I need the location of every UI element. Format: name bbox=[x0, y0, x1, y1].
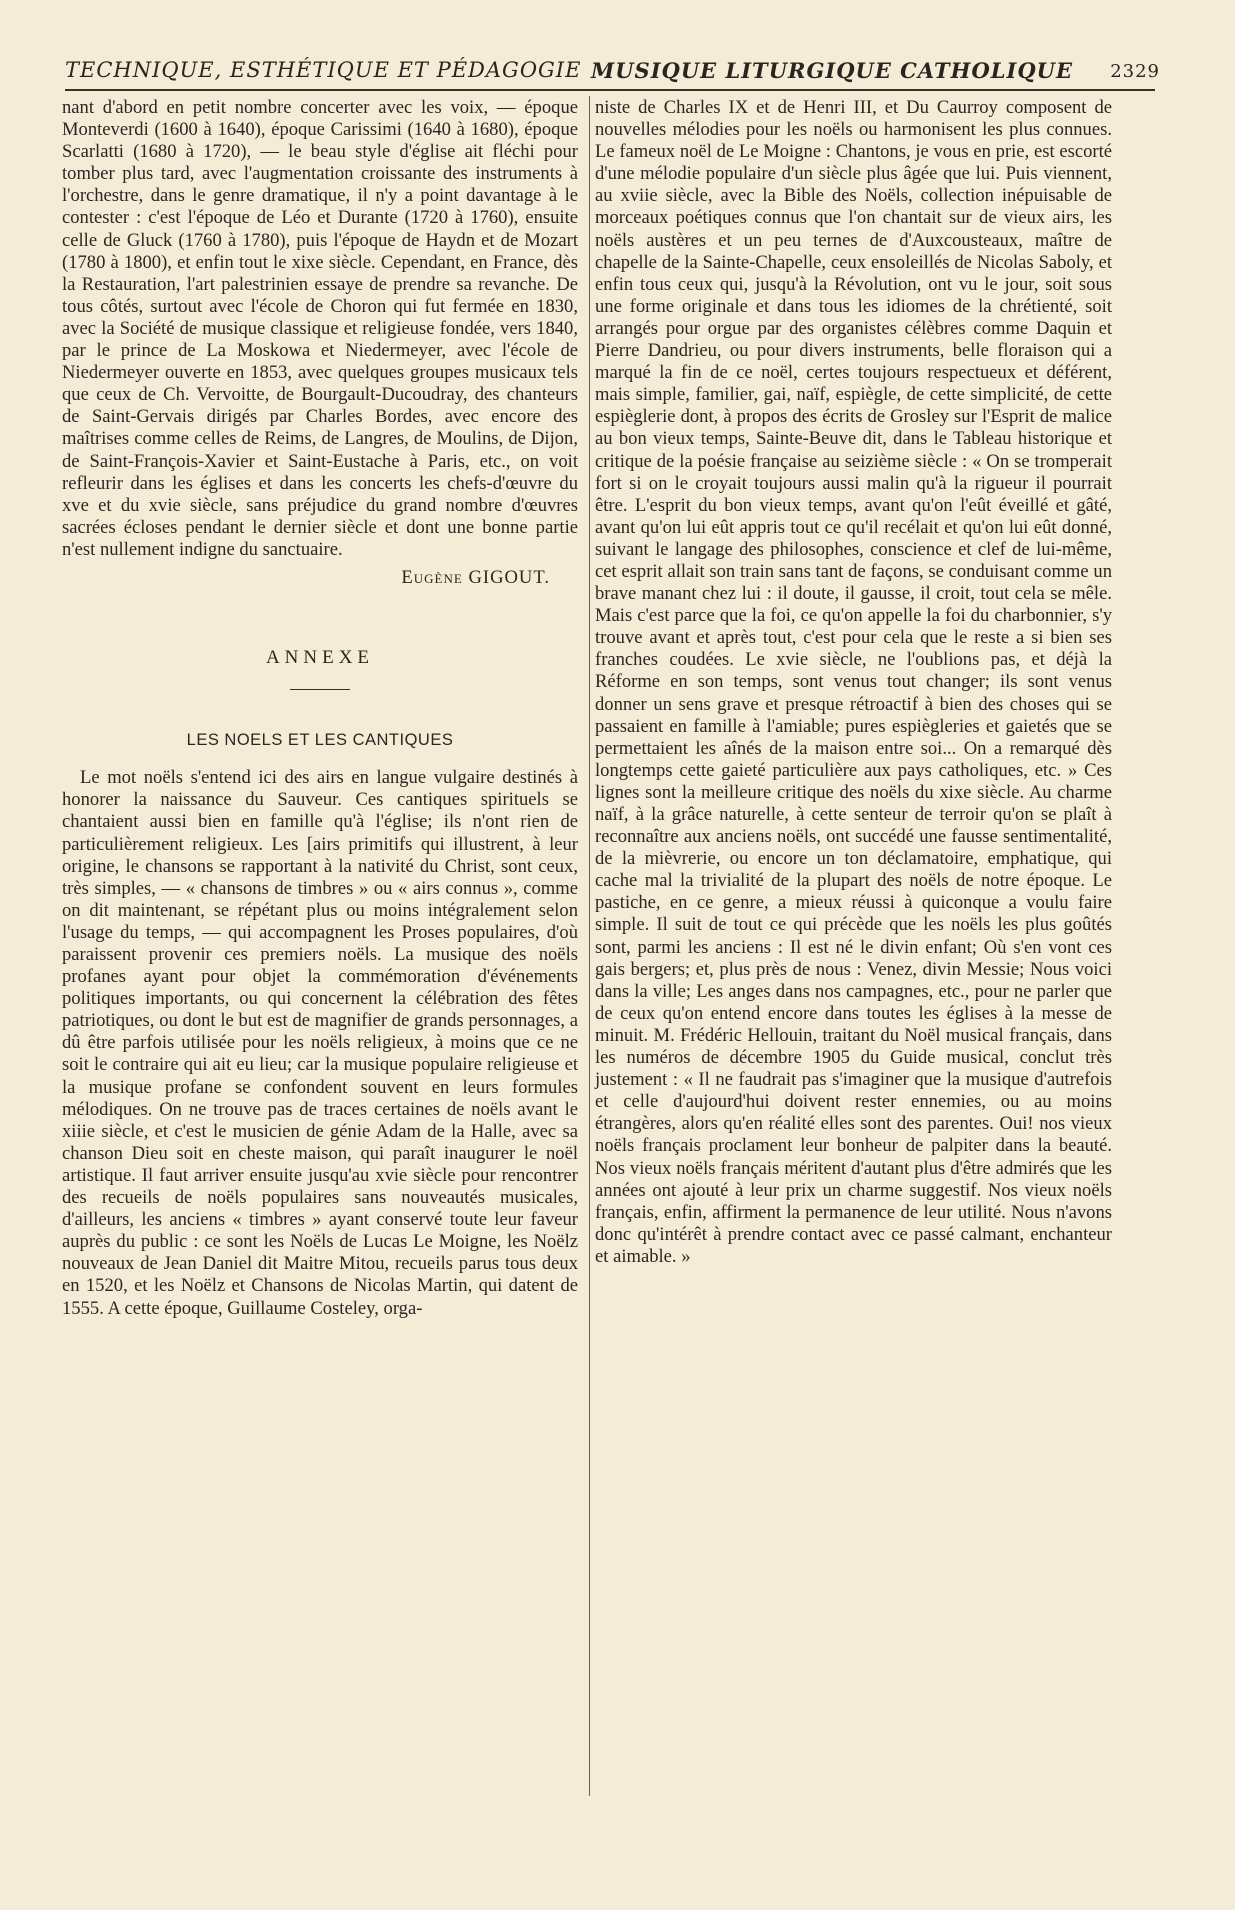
left-column bbox=[62, 97, 578, 1320]
left-paragraph-2: Le mot noëls s'entend ici des airs en langue vulgaire destinés à honorer la naissance du Sauveur. Ces cantiques spirituels se chantaient aussi bien en famille qu'à l'église; ils n'ont rien de particulièrement religieux. Les [airs primitifs qui illustrent, à leur origine, le chansons se rapportant à la nativité du Christ, sont ceux, très simples, — « chansons de timbres » ou « airs connus », comme on dit maintenant, se répétant plus ou moins intégralement selon l'usage du temps, — qui accompagnent les Proses populaires, d'où paraissent provenir ces premiers noëls. La musique des noëls profanes ayant pour objet la commémoration d'événements politiques importants, ou qui concernent la célébration des fêtes patriotiques, ou dont le but est de magnifier de grands personnages, a dû être parfois utilisée pour les noëls religieux, à moins que ce ne soit le contraire qui ait eu lieu; car la musique populaire religieuse et la musique profane se confondent souvent en leurs formules mélodiques. On ne trouve pas de traces certaines de noëls avant le xiiie siècle, et c'est le musicien de génie Adam de la Halle, avec sa chanson Dieu soit en cheste maison, qui paraît inaugurer le noël artistique. Il faut arriver ensuite jusqu'au xvie siècle pour rencontrer des recueils de noëls populaires sans nouveautés musicales, d'ailleurs, les anciens « timbres » ayant conservé toute leur faveur auprès du public : ce sont les Noëls de Lucas Le Moigne, les Noëlz nouveaux de Jean Daniel dit Maitre Mitou, recueils parus tous deux en 1520, et les Noëlz et Chansons de Nicolas Martin, qui datent de 1555. A cette époque, Guillaume Costeley, orga- bbox=[62, 767, 578, 1319]
running-header bbox=[65, 58, 1160, 88]
left-paragraph-1: nant d'abord en petit nombre concerter avec les voix, — époque Monteverdi (1600 à 1640), époque Carissimi (1640 à 1680), époque Scarlatti (1680 à 1720), — le beau style d'église ait fléchi pour tomber plus tard, avec l'augmentation croissante des instruments à l'orchestre, dans le genre dramatique, il n'y a point davantage à le contester : c'est l'époque de Léo et Durante (1720 à 1760), ensuite celle de Gluck (1760 à 1780), puis l'époque de Haydn et de Mozart (1780 à 1800), et enfin tout le xixe siècle. Cependant, en France, dès la Restauration, l'art palestrinien essaye de prendre sa revanche. De tous côtés, surtout avec l'école de Choron qui fut fermée en 1830, avec la Société de musique classique et religieuse fondée, vers 1840, par le prince de La Moskowa et Niedermeyer, avec l'école de Niedermeyer ouverte en 1853, avec quelques groupes musicaux tels que ceux de Ch. Vervoitte, de Bourgault-Ducoudray, des chanteurs de Saint-Gervais dirigés par Charles Bordes, avec encore des maîtrises comme celles de Reims, de Langres, de Moulins, de Dijon, de Saint-François-Xavier et Saint-Eustache à Paris, etc., on voit refleurir dans les églises et dans les concerts les chefs-d'œuvre du xve et du xvie siècle, sans préjudice du grand nombre d'œuvres sacrées écloses pendant le dernier siècle et dont une bonne partie n'est nullement indigne du sanctuaire. bbox=[62, 97, 578, 560]
page-number: 2329 bbox=[1110, 61, 1160, 82]
annexe-heading: ANNEXE bbox=[265, 647, 375, 669]
header-rule bbox=[65, 89, 1155, 91]
right-column bbox=[595, 97, 1112, 1268]
section-title: LES NOELS ET LES CANTIQUES bbox=[186, 731, 454, 750]
author-signature: Eugène GIGOUT. bbox=[401, 566, 550, 588]
right-paragraph-1: niste de Charles IX et de Henri III, et Du Caurroy composent de nouvelles mélodies pour les noëls ou harmonisent les plus connues. Le fameux noël de Le Moigne : Chantons, je vous en prie, est escorté d'une mélodie populaire d'un siècle plus âgée que lui. Puis viennent, au xviie siècle, avec la Bible des Noëls, collection inépuisable de morceaux poétiques connus que l'on chantait sur de vieux airs, les noëls austères et un peu ternes de d'Auxcousteaux, maître de chapelle de la Sainte-Chapelle, ceux ensoleillés de Nicolas Saboly, et enfin tous ceux qui, jusqu'à la Révolution, ont vu le jour, soit sous une forme originale et dans tous les idiomes de la chrétienté, soit arrangés pour orgue par des organistes célèbres comme Daquin et Pierre Dandrieu, ou pour divers instruments, belle floraison qui a marqué la fin de ce noël, certes toujours respectueux et déférent, mais simple, familier, gai, naïf, espiègle, de cette simplicité, de cette espièglerie dont, à propos des écrits de Grosley sur l'Esprit de malice au bon vieux temps, Sainte-Beuve dit, dans le Tableau historique et critique de la poésie française au seizième siècle : « On se tromperait fort si on le croyait toujours aussi malin qu'à la rigueur il pourrait être. L'esprit du bon vieux temps, avant qu'on l'eût éveillé et gâté, avant qu'on lui eût appris tout ce qu'il recélait et qu'on lui eût donné, suivant le langage des philosophes, conscience et clef de lui-même, cet esprit allait son train sans tant de façons, se conduisant comme un brave manant chez lui : il doute, il gausse, il croit, tout cela se mêle. Mais c'est parce que la foi, ce qu'on appelle la foi du charbonnier, s'y trouve avant et après tout, c'est pour cela que le reste a si bien ses franches coudées. Le xvie siècle, ne l'oublions pas, et déjà la Réforme en son temps, sont venus tout changer; ils sont venus donner un sens grave et presque rétroactif à bien des choses qui se passaient en famille à l'amiable; pures espiègleries et gaietés que se permettaient les aînés de la maison entre soi... On a remarqué dès longtemps cette gaieté particulière aux pays catholiques, etc. » Ces lignes sont la meilleure critique des noëls du xixe siècle. Au charme naïf, à la grâce naturelle, à cette senteur de terroir qu'on se plaît à reconnaître aux anciens noëls, ont succédé une fausse sentimentalité, de la mièvrerie, ou encore un ton déclamatoire, emphatique, qui cache mal la trivialité de la plupart des noëls de notre époque. Le pastiche, en ce genre, a mieux réussi à quiconque a voulu faire simple. Il suit de tout ce qui précède que les noëls les plus goûtés sont, parmi les anciens : Il est né le divin enfant; Où s'en vont ces gais bergers; et, plus près de nous : Venez, divin Messie; Nous voici dans la ville; Les anges dans nos campagnes, etc., pour ne parler que de ceux qu'on entend encore dans toutes les églises à la messe de minuit. M. Frédéric Hellouin, traitant du Noël musical français, dans les numéros de décembre 1905 du Guide musical, conclut très justement : « Il ne faudrait pas s'imaginer que la musique d'autrefois et celle d'aujourd'hui doivent rester ennemies, ou au moins étrangères, alors qu'en réalité elles sont des parentes. Oui! nos vieux noëls français proclament leur bonheur de palpiter dans la beauté. Nos vieux noëls français méritent d'autant plus d'être admirés que les années ont ajouté à leur prix un charme suggestif. Nos vieux noëls français, enfin, affirment la permanence de leur utilité. Nous n'avons donc qu'intérêt à prendre contact avec ce passé calmant, enchanteur et aimable. » bbox=[595, 97, 1112, 1267]
column-divider bbox=[589, 96, 590, 1796]
header-left-title: TECHNIQUE, ESTHÉTIQUE ET PÉDAGOGIE bbox=[65, 58, 582, 82]
header-right-title: MUSIQUE LITURGIQUE CATHOLIQUE bbox=[591, 58, 1073, 83]
annexe-rule bbox=[290, 689, 350, 690]
